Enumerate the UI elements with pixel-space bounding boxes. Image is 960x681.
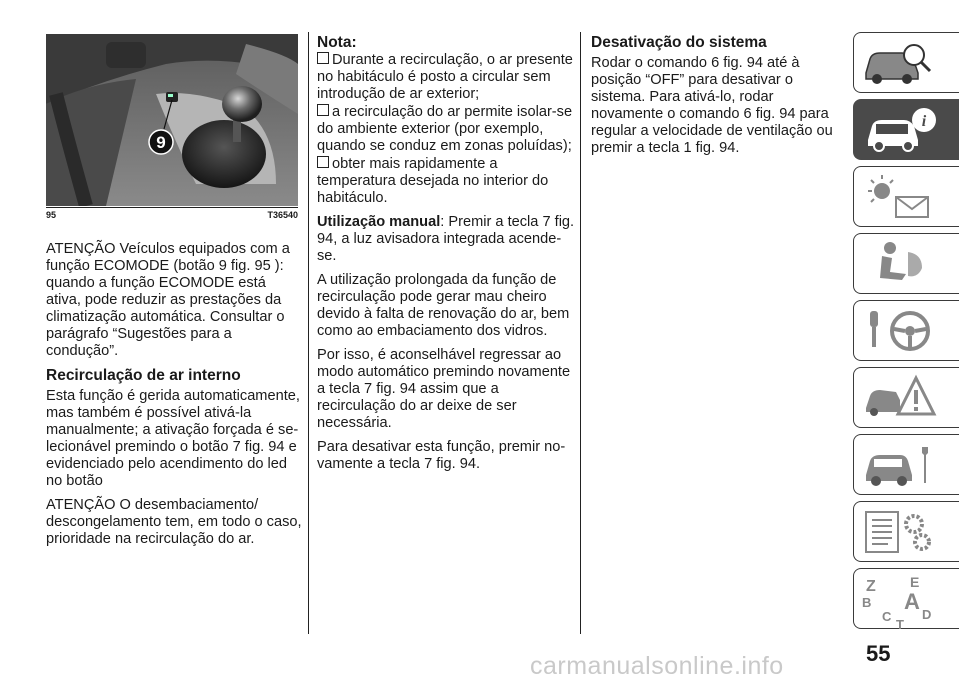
car-search-icon <box>860 37 940 89</box>
nota-heading: Nota: <box>317 34 357 51</box>
tab-car-search[interactable] <box>853 32 959 93</box>
tab-safety[interactable] <box>853 233 959 294</box>
specs-gears-icon <box>860 506 940 558</box>
recirculation-heading: Recirculação de ar interno <box>46 367 241 384</box>
bullet-square-icon <box>317 156 329 168</box>
recirculation-paragraph: Esta função é gerida automaticamente, mas também é possível ativá-la manualmente; a ativação forçada é se-lecionável premindo o botão 7 fig. 94 e evidenciado pelo acendimento do led no botão <box>46 388 300 489</box>
system-deactivation-heading: Desativação do sistema <box>591 34 767 51</box>
tab-starting-driving[interactable] <box>853 300 959 361</box>
key-steering-wheel-icon <box>860 305 940 357</box>
manual-use-label: Utilização manual <box>317 214 441 230</box>
gear-shift-illustration <box>46 34 298 206</box>
prolonged-use-paragraph: A utilização prolongada da função de recirculação pode gerar mau cheiro devido à falta de renovação do ar, bem como ao embaciamento dos vidros. <box>317 272 570 339</box>
manual-use-paragraph: Utilização manual: Premir a tecla 7 fig. 94, a luz avisadora integrada acende-se. <box>317 214 575 264</box>
figure-callout-number: 9 <box>156 133 166 152</box>
bullet-item: Durante a recirculação, o ar presente no habitáculo é posto a circular sem introdução de ar exterior; <box>317 52 573 102</box>
svg-text:D: D <box>922 607 932 622</box>
car-info-icon <box>860 104 940 156</box>
page-number: 55 <box>866 641 891 666</box>
svg-text:B: B <box>862 595 872 610</box>
bullet-square-icon <box>317 52 329 64</box>
svg-text:Z: Z <box>866 578 876 595</box>
bullet-item: obter mais rapidamente a temperatura desejada no interior do habitáculo. <box>317 156 549 206</box>
deactivate-function-paragraph: Para desativar esta função, premir no-vamente a tecla 7 fig. 94. <box>317 439 566 472</box>
tab-car-info[interactable] <box>853 99 959 160</box>
column-1 <box>46 241 302 555</box>
tab-technical-data[interactable] <box>853 501 959 562</box>
ecomode-note: ATENÇÃO Veículos equipados com a função ECOMODE (botão 9 fig. 95 ): quando a função ECOMODE está ativa, pode reduzir as prestações da climatização automática. Consultar o parágrafo “Sugestões para a condução”. <box>46 241 290 359</box>
tab-warning-lights[interactable] <box>853 166 959 227</box>
figure-caption <box>46 207 298 222</box>
figure-number: 95 <box>46 210 57 220</box>
seat-airbag-icon <box>860 238 940 290</box>
tab-emergency[interactable] <box>853 367 959 428</box>
svg-text:E: E <box>910 574 920 590</box>
warning-light-message-icon <box>860 171 940 223</box>
column-divider-2 <box>580 32 581 634</box>
car-wrench-icon <box>860 439 940 491</box>
figure-code: T36540 <box>267 210 298 220</box>
watermark: carmanualsonline.info <box>530 652 784 680</box>
car-crash-warning-icon <box>860 372 940 424</box>
column-2 <box>317 34 575 480</box>
figure-95-photo <box>46 34 298 206</box>
column-divider-1 <box>308 32 309 634</box>
tab-maintenance[interactable] <box>853 434 959 495</box>
return-auto-paragraph: Por isso, é aconselhável regressar ao modo automático premindo novamente a tecla 7 fig. 94 assim que a recirculação do ar deixe de ser necessária. <box>317 347 571 431</box>
system-deactivation-paragraph: Rodar o comando 6 fig. 94 até à posição “OFF” para desativar o sistema. Para ativá-lo, rodar novamente o comando 6 fig. 94 para regular a velocidade de ventilação ou premir a tecla 1 fig. 94. <box>591 55 833 156</box>
bullet-item: a recirculação do ar permite isolar-se do ambiente exterior (por exemplo, quando se conduz em zonas poluídas); <box>317 104 573 154</box>
alphabetical-index-icon <box>860 573 940 631</box>
column-3 <box>591 34 841 164</box>
tab-index[interactable] <box>853 568 959 629</box>
svg-text:T: T <box>896 617 904 631</box>
bullet-square-icon <box>317 104 329 116</box>
svg-text:A: A <box>904 589 920 614</box>
svg-text:i: i <box>921 113 927 130</box>
defrost-note: ATENÇÃO O desembaciamento/ descongelamento tem, em todo o caso, prioridade na recirculação do ar. <box>46 497 302 547</box>
svg-text:C: C <box>882 609 892 624</box>
